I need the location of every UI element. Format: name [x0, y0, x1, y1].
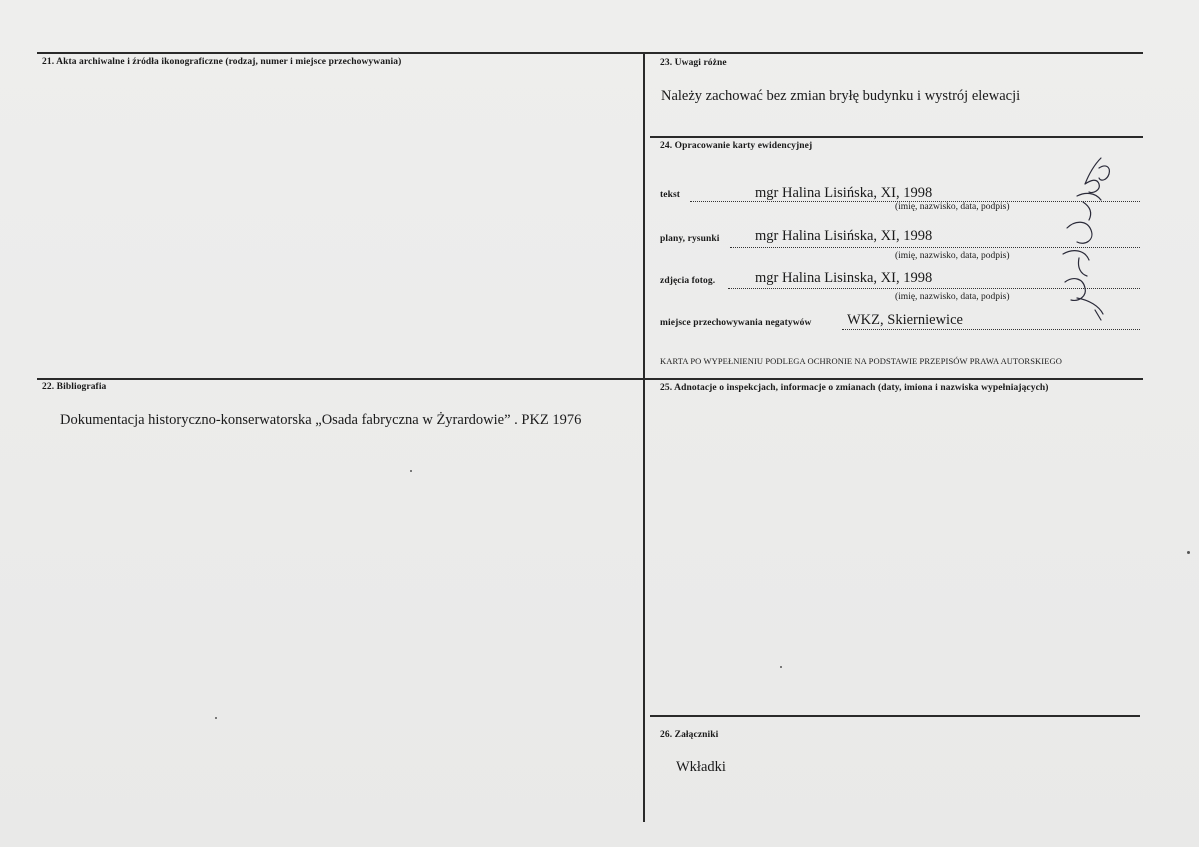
center-divider [643, 52, 645, 822]
text-author-hint: (imię, nazwisko, data, podpis) [895, 202, 1010, 212]
drawings-author-value: mgr Halina Lisińska, XI, 1998 [755, 228, 933, 244]
middle-rule [37, 378, 1143, 380]
negatives-location-label: miejsce przechowywania negatywów [660, 318, 812, 328]
handwritten-signature [1055, 150, 1125, 325]
scan-speck [410, 470, 412, 472]
negatives-dotted-line [842, 329, 1140, 330]
text-author-label: tekst [660, 190, 681, 200]
copyright-note: KARTA PO WYPEŁNIENIU PODLEGA OCHRONIE NA PODSTAWIE PRZEPISÓW PRAWA AUTORSKIEGO [660, 356, 1062, 366]
section-26-title: 26. Załączniki [660, 730, 719, 740]
top-rule [37, 52, 1143, 54]
drawings-author-hint: (imię, nazwisko, data, podpis) [895, 251, 1010, 261]
bibliography-entry: Dokumentacja historyczno-konserwatorska „Osada fabryczna w Żyrardowie” . PKZ 1976 [60, 412, 582, 428]
section-21-title: 21. Akta archiwalne i źródła ikonograficzne (rodzaj, numer i miejsce przechowywania) [42, 57, 402, 67]
photos-author-value: mgr Halina Lisinska, XI, 1998 [755, 270, 933, 286]
section-23-title: 23. Uwagi różne [660, 58, 727, 68]
remarks-text: Należy zachować bez zmian bryłę budynku i wystrój elewacji [661, 88, 1021, 104]
scan-speck [215, 717, 217, 719]
photos-author-label: zdjęcia fotog. [660, 276, 716, 286]
rule-25-26 [650, 715, 1140, 717]
section-25-title: 25. Adnotacje o inspekcjach, informacje o zmianach (daty, imiona i nazwiska wypełniających) [660, 383, 1049, 393]
attachments-text: Wkładki [676, 759, 726, 775]
drawings-author-label: plany, rysunki [660, 234, 720, 244]
scan-speck [780, 666, 782, 668]
section-24-title: 24. Opracowanie karty ewidencyjnej [660, 141, 813, 151]
negatives-location-value: WKZ, Skierniewice [847, 312, 963, 328]
section-22-title: 22. Bibliografia [42, 382, 107, 392]
rule-23-24 [650, 136, 1143, 138]
text-author-value: mgr Halina Lisińska, XI, 1998 [755, 185, 933, 201]
scan-speck [1187, 551, 1190, 554]
photos-author-hint: (imię, nazwisko, data, podpis) [895, 292, 1010, 302]
